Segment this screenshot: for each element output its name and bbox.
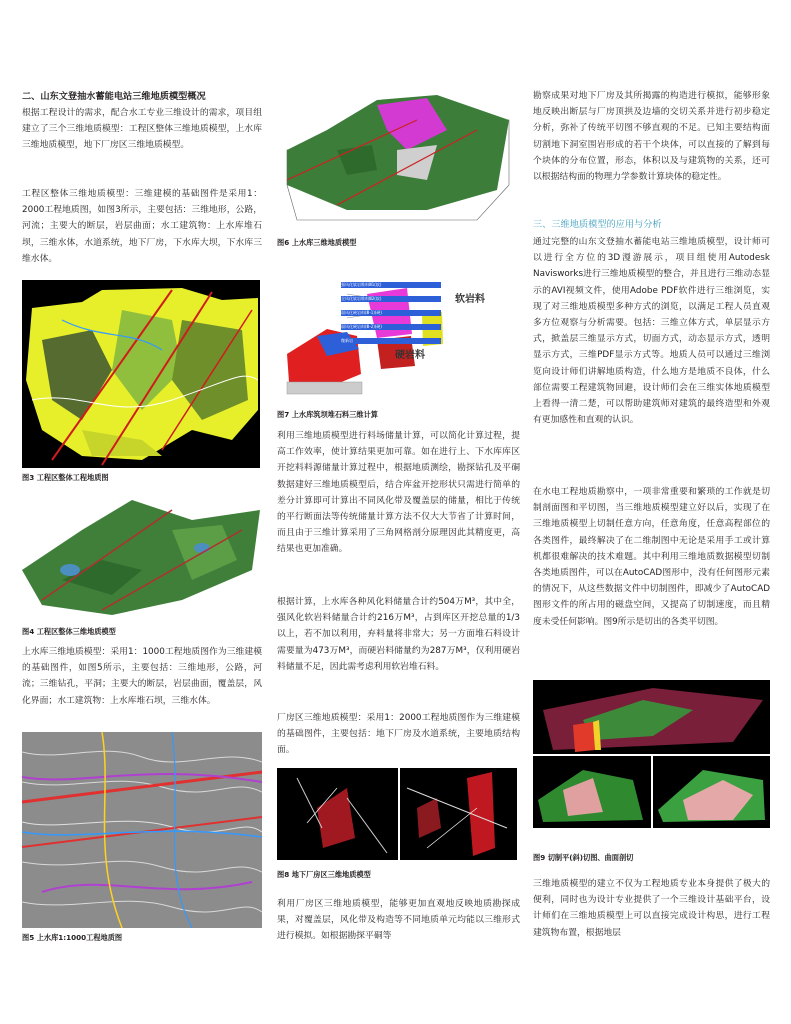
paragraph-design-platform: 三维地质模型的建立不仅为工程地质专业本身提供了极大的便利，同时也为设计专业提供了一个三维设计基础平台，设计师们在三维地质模型上可以直接完成设计构思，进行工程建筑物布置，根据地层 <box>533 879 770 938</box>
figure-8-powerhouse-model <box>277 768 517 860</box>
figure-5-caption: 图5 上水库1:1000工程地质图 <box>22 933 123 942</box>
paragraph-overview: 根据工程设计的需求，配合水工专业三维设计的需求，项目组建立了三个三维地质模型：工程区整体三维地质模型，上水库三维地质模型，地下厂房区三维地质模型。 <box>22 108 262 151</box>
figure-8-caption: 图8 地下厂房区三维地质模型 <box>277 870 371 879</box>
figure-3-caption: 图3 工程区整体工程地质图 <box>22 473 109 482</box>
figure-7-legend <box>341 282 441 344</box>
legend-item: 弱风化硬岩料(Ⅲ-2)(硬) <box>341 324 441 330</box>
figure-3-geologic-map <box>22 280 260 468</box>
figure-6-upper-reservoir-3d <box>277 90 517 226</box>
legend-item: 弱风化硬岩料(Ⅲ-1)(硬) <box>341 310 441 316</box>
legend-item: 强风化软岩堆料Ⅲ1(软) <box>341 282 441 288</box>
figure-6-caption: 图6 上水库三维地质模型 <box>277 238 357 247</box>
paragraph-section-cutting: 在水电工程地质勘察中，一项非常重要和繁琐的工作就是切制剖面图和平切图，当三维地质模型建立好以后，实现了在三维地质模型上切制任意方向，任意角度，任意高程部位的各类图件，最终解决了在二维制图中无论是采用手工或计算机都很难解决的技术难题。其中利用三维地质数据模型切制各类地质图件，可以在AutoCAD图形中，没有任何图形元素的情况下，从这些数据文件中切制图件，即减少了AutoCAD图形文件的所占用的磁盘空间，又提高了切制速度，而且精度未受任何影响。图9所示是切出的各类平切图。 <box>533 487 770 627</box>
hard-rock-label: 硬岩料 <box>395 350 425 361</box>
legend-item: 微新岩 <box>341 338 441 344</box>
legend-item: 全风化软岩堆料Ⅲ2(软) <box>341 296 441 302</box>
figure-9-caption: 图9 切制平(斜)切图、曲面剖切 <box>533 853 634 862</box>
soft-rock-label: 软岩料 <box>455 294 485 305</box>
figure-4-3d-model <box>22 490 260 620</box>
paragraph-3d-browsing: 通过完整的山东文登抽水蓄能电站三维地质模型，设计师可以进行全方位的3D漫游展示，项目组使用Autodesk Navisworks进行三维地质模型的整合，并且进行三维动态显示的AVI视频文件，使用Adobe PDF软件进行三维浏览，实现了对三维地质模型多种方式的浏览，以满足工程人员直观多方位观察与分析需要。包括：三维立体方式，单层显示方式，掀盖层三维显示方式，切面方式，动态显示方式，透明显示方式，三维PDF显示方式等。地质人员可以通过三维浏览向设计师们讲解地质构造，什么地方是地质不良体，什么部位需要工程建筑物回避，设计师们会在三维实体地质模型上看得一清二楚，可以帮助建筑师对建筑的最终造型和外观有更加感性和直观的认识。 <box>533 237 770 426</box>
figure-7-rockfill-calculation <box>277 274 517 404</box>
paragraph-upper-reservoir-model: 上水库三维地质模型：采用1：1000工程地质图作为三维建模的基础图件，如图5所示，主要包括：三维地形，公路，河流；三维钻孔，平洞；主要大的断层，岩层曲面，覆盖层，风化界面；水工建筑物：上水库堆石坝，三维水体。 <box>22 647 262 706</box>
paragraph-reserve-results: 根据计算，上水库各种风化料储量合计约504万M³，其中全，强风化软岩料储量合计约216万M³，占到库区开挖总量的1/3以上，若不加以利用，弃料量将非常大；另一方面堆石料设计需要量为473万M³，而硬岩料储量约为287万M³，仅利用硬岩料储量不足，因此需考虑利用软岩堆石料。 <box>277 597 520 672</box>
section-heading-2: 二、山东文登抽水蓄能电站三维地质模型概况 <box>22 91 206 102</box>
paragraph-block-stability: 勘察成果对地下厂房及其所揭露的构造进行模拟，能够形象地反映出断层与厂房顶拱及边墙的交切关系并进行初步稳定分析，弥补了传统平切图不够直观的不足。已知主要结构面切割地下洞室围岩形成的若干个块体，可以直接的了解到每个块体的分布位置，形态，体积以及与建筑物的关系，还可以根据结构面的物理力学参数计算块体的稳定性。 <box>533 91 770 183</box>
paragraph-reserve-calculation: 利用三维地质模型进行料场储量计算，可以简化计算过程，提高工作效率，使计算结果更加可靠。如在进行上、下水库库区开挖料料源储量计算过程中，根据地质测绘，勘探钻孔及平硐数据建好三维地质模型后，结合库盆开挖形状只需进行简单的差分计算即可计算出不同风化带及覆盖层的储量，相比于传统的平行断面法等传统储量计算方法不仅大大节省了计算时间，而且由于三维计算采用了三角网格剖分原理因此其精度更，高结果也更加准确。 <box>277 431 520 555</box>
figure-5-upper-reservoir-map <box>22 732 262 928</box>
section-heading-3: 三、三维地质模型的应用与分析 <box>533 219 662 230</box>
paragraph-site-model: 工程区整体三维地质模型：三维建模的基础图件是采用1：2000工程地质图，如图3所示，主要包括：三维地形，公路，河流；主要大的断层，岩层曲面；水工建筑物：上水库堆石坝，三维水体，水道系统，地下厂房，下水库大坝，下水库三维水体。 <box>22 189 262 264</box>
paragraph-powerhouse-analysis: 利用厂房区三维地质模型，能够更加直观地反映地质勘探成果，对覆盖层，风化带及构造等不同地质单元均能以三维形式进行模拟。如根据勘探平硐等 <box>277 899 520 942</box>
figure-4-caption: 图4 工程区整体三维地质模型 <box>22 627 116 636</box>
figure-7-caption: 图7 上水库筑坝堆石料三维计算 <box>277 410 378 419</box>
figure-9-cut-sections <box>533 680 770 828</box>
paragraph-powerhouse-model: 厂房区三维地质模型：采用1：2000工程地质图作为三维建模的基础图件，主要包括：地下厂房及水道系统，主要地质结构面。 <box>277 713 520 756</box>
